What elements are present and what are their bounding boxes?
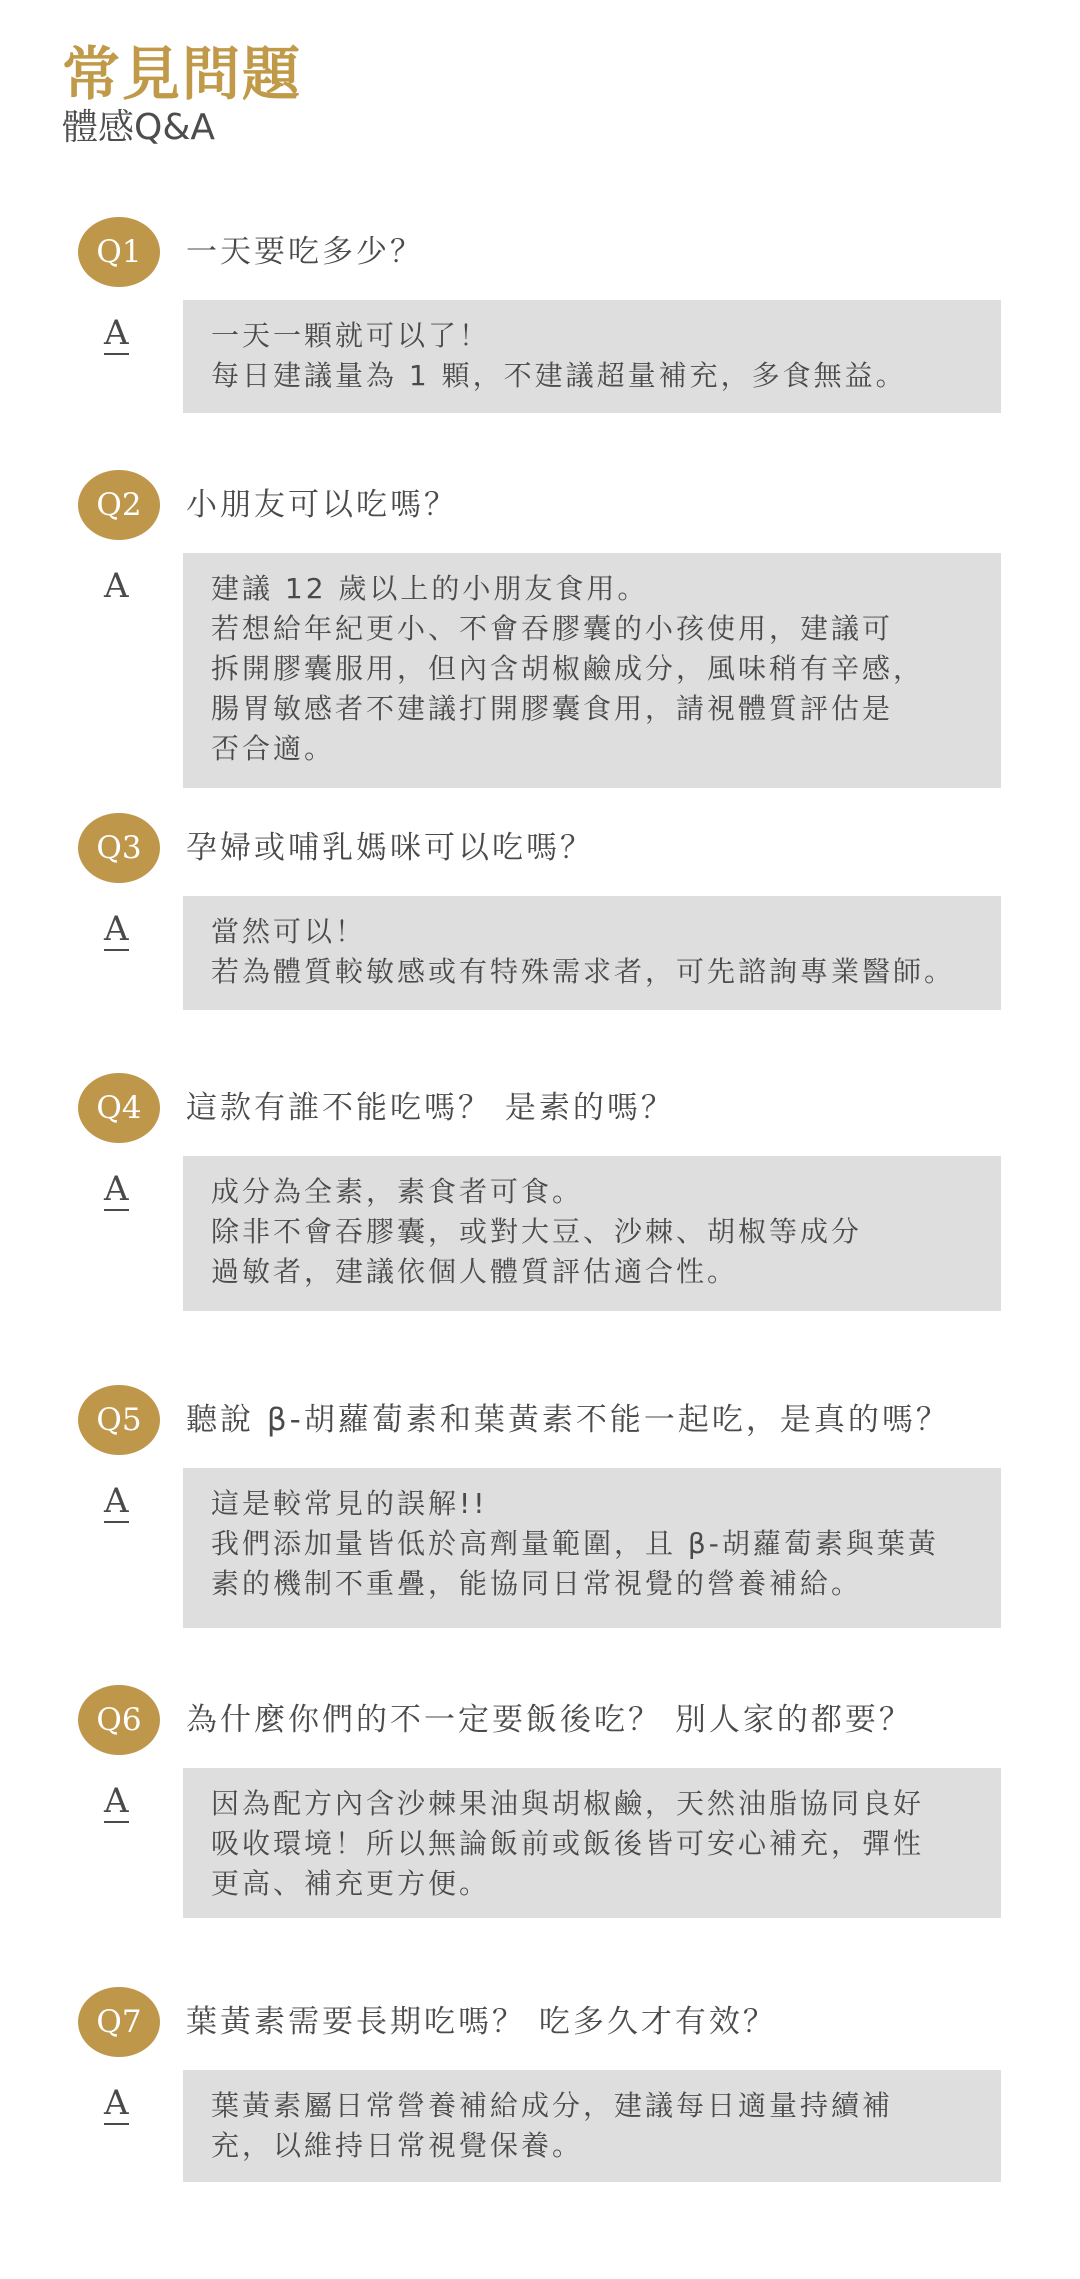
answer-line: 這是較常見的誤解!!: [211, 1487, 488, 1520]
answer-box: [183, 1768, 1001, 1918]
question-badge: Q2: [78, 470, 160, 540]
answer-box: [183, 553, 1001, 788]
answer-line: 葉黃素屬日常營養補給成分，建議每日適量持續補: [211, 2089, 894, 2122]
answer-line: 當然可以！: [211, 915, 367, 948]
question-text: 為什麼你們的不一定要飯後吃？ 別人家的都要？: [186, 1702, 913, 1738]
answer-box: [183, 300, 1001, 413]
question-badge: Q4: [78, 1073, 160, 1143]
question-text: 一天要吃多少？: [186, 234, 424, 270]
answer-mark: A: [104, 313, 129, 353]
answer-line: 若為體質較敏感或有特殊需求者，可先諮詢專業醫師。: [211, 955, 956, 988]
question-text: 葉黃素需要長期吃嗎？ 吃多久才有效？: [186, 2004, 777, 2040]
answer-line: 每日建議量為 1 顆，不建議超量補充，多食無益。: [211, 359, 907, 392]
question-badge: Q6: [78, 1685, 160, 1755]
answer-mark: A: [104, 2083, 129, 2123]
question-badge: Q5: [78, 1385, 160, 1455]
answer-mark: A: [104, 1169, 129, 1209]
answer-line: 成分為全素，素食者可食。: [211, 1175, 584, 1208]
answer-line: 吸收環境！所以無論飯前或飯後皆可安心補充，彈性: [211, 1827, 925, 1860]
question-badge: Q3: [78, 813, 160, 883]
question-text: 聽說 β-胡蘿蔔素和葉黃素不能一起吃，是真的嗎？: [186, 1402, 950, 1438]
answer-mark: A: [104, 909, 129, 949]
answer-box: [183, 2070, 1001, 2182]
page-title: 常見問題: [62, 40, 303, 108]
answer-line: 我們添加量皆低於高劑量範圍，且 β-胡蘿蔔素與葉黃: [211, 1527, 939, 1560]
question-text: 孕婦或哺乳媽咪可以吃嗎？: [186, 830, 594, 866]
answer-line: 過敏者，建議依個人體質評估適合性。: [211, 1255, 739, 1288]
answer-line: 腸胃敏感者不建議打開膠囊食用，請視體質評估是: [211, 692, 894, 725]
answer-box: [183, 1156, 1001, 1311]
answer-line: 素的機制不重疊，能協同日常視覺的營養補給。: [211, 1567, 863, 1600]
answer-mark: A: [104, 1781, 129, 1821]
answer-line: 除非不會吞膠囊，或對大豆、沙棘、胡椒等成分: [211, 1215, 863, 1248]
answer-line: 建議 12 歲以上的小朋友食用。: [211, 572, 649, 605]
page-subtitle: 體感Q&A: [62, 107, 216, 148]
answer-mark: A: [104, 1481, 129, 1521]
answer-line: 否合適。: [211, 732, 336, 765]
question-badge: Q1: [78, 217, 160, 287]
question-text: 這款有誰不能吃嗎？ 是素的嗎？: [186, 1090, 675, 1126]
answer-line: 一天一顆就可以了！: [211, 319, 491, 352]
answer-line: 若想給年紀更小、不會吞膠囊的小孩使用，建議可: [211, 612, 894, 645]
answer-line: 充，以維持日常視覺保養。: [211, 2129, 584, 2162]
answer-box: [183, 896, 1001, 1010]
answer-line: 更高、補充更方便。: [211, 1867, 491, 1900]
answer-line: 拆開膠囊服用，但內含胡椒鹼成分，風味稍有辛感，: [211, 652, 925, 685]
answer-mark: A: [104, 566, 129, 606]
question-text: 小朋友可以吃嗎？: [186, 487, 458, 523]
answer-line: 因為配方內含沙棘果油與胡椒鹼，天然油脂協同良好: [211, 1787, 925, 1820]
question-badge: Q7: [78, 1987, 160, 2057]
answer-box: [183, 1468, 1001, 1628]
